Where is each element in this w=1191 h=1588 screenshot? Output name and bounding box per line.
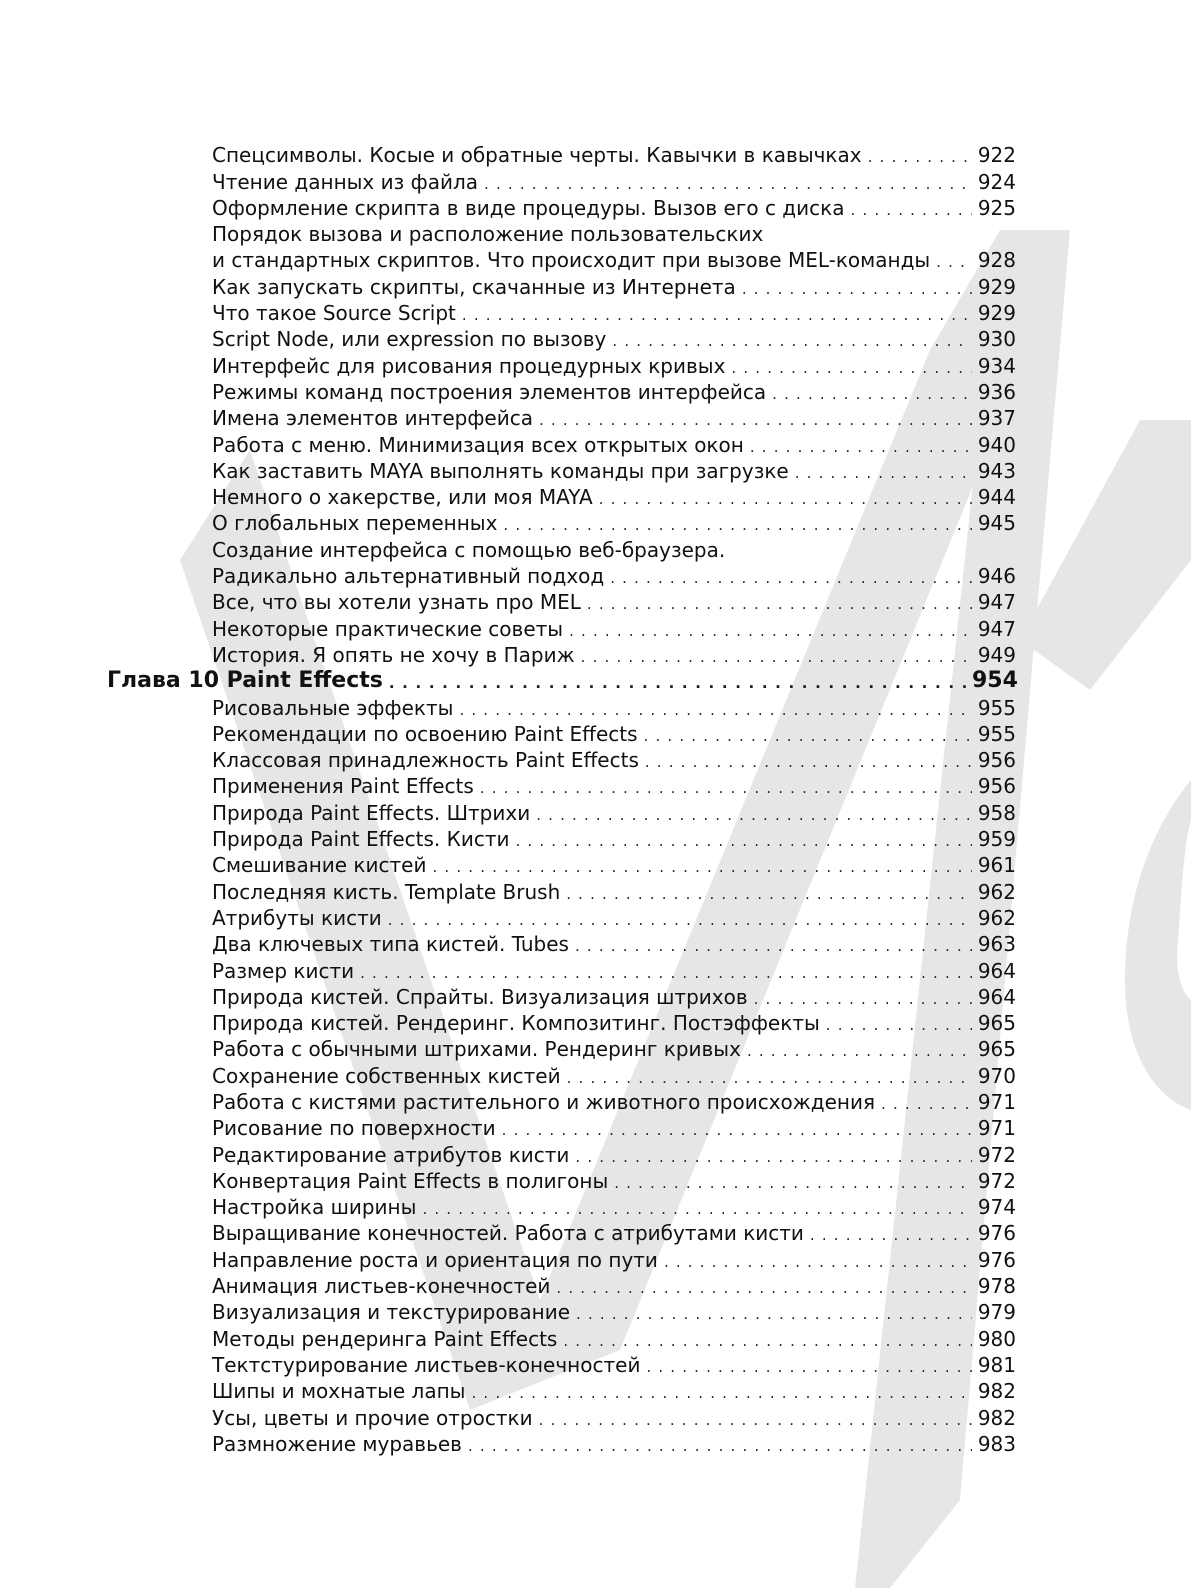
toc-entry-title: Работа с обычными штрихами. Рендеринг кривых: [212, 1037, 741, 1062]
toc-page-number: 971: [977, 1116, 1016, 1141]
toc-entry-title: Спецсимволы. Косые и обратные черты. Кавычки в кавычках: [212, 143, 862, 168]
toc-page-number: 956: [977, 774, 1016, 799]
toc-entry-title: Работа с меню. Минимизация всех открытых окон: [212, 432, 744, 457]
toc-entry: [0, 1089, 1016, 1115]
toc-dot-leader: [563, 1330, 972, 1352]
toc-dot-leader: [536, 804, 972, 826]
toc-dot-leader: [576, 1303, 972, 1325]
toc-entry: [0, 1036, 1016, 1062]
toc-entry-title: Применения Paint Effects: [212, 774, 474, 799]
toc-page-number: 976: [977, 1247, 1016, 1272]
toc-entry: [0, 905, 1016, 931]
toc-dot-leader: [462, 304, 972, 326]
table-of-contents: [0, 142, 1191, 1457]
toc-page-number: 956: [977, 748, 1016, 773]
toc-entry: [0, 273, 1016, 299]
toc-entry: [0, 1246, 1016, 1272]
toc-dot-leader: [747, 1040, 972, 1062]
toc-page-number: 924: [977, 169, 1016, 194]
toc-entry-title: Направление роста и ориентация по пути: [212, 1247, 658, 1272]
toc-entry-title: Немного о хакерстве, или моя MAYA: [212, 485, 593, 510]
toc-page-number: 959: [977, 827, 1016, 852]
toc-entry-title: История. Я опять не хочу в Париж: [212, 642, 575, 667]
toc-page-number: 925: [977, 195, 1016, 220]
toc-entry: [0, 300, 1016, 326]
toc-page-number: 947: [977, 616, 1016, 641]
toc-page-number: 929: [977, 274, 1016, 299]
toc-entry: [0, 1404, 1016, 1430]
toc-page-number: 946: [977, 564, 1016, 589]
toc-entry: [0, 1115, 1016, 1141]
toc-page-number: 944: [977, 485, 1016, 510]
toc-entry-title: Природа Paint Effects. Штрихи: [212, 800, 531, 825]
toc-dot-leader: [587, 593, 972, 615]
toc-entry-title: Script Node, или expression по вызову: [212, 327, 607, 352]
toc-dot-leader: [795, 462, 972, 484]
toc-dot-leader: [810, 1224, 972, 1246]
toc-dot-leader: [484, 173, 972, 195]
toc-entry-title: Что такое Source Script: [212, 301, 456, 326]
toc-entry: [0, 484, 1016, 510]
toc-page-number: 981: [977, 1352, 1016, 1377]
toc-entry: [0, 721, 1016, 747]
toc-dot-leader: [742, 278, 972, 300]
toc-dot-leader: [868, 146, 972, 168]
toc-page-number: 971: [977, 1089, 1016, 1114]
toc-dot-leader: [422, 1198, 972, 1220]
toc-entry-title: Рекомендации по освоению Paint Effects: [212, 721, 638, 746]
toc-dot-leader: [936, 251, 972, 273]
toc-entry-title: Глава 10 Paint Effects: [107, 668, 383, 694]
toc-dot-leader: [731, 357, 972, 379]
toc-entry: [0, 799, 1016, 825]
toc-entry: [0, 1062, 1016, 1088]
toc-entry-title: Радикально альтернативный подход: [212, 564, 605, 589]
toc-entry: [0, 1220, 1016, 1246]
toc-entry-title: Визуализация и текстурирование: [212, 1300, 571, 1325]
toc-page-number: 936: [977, 379, 1016, 404]
toc-entry: [0, 142, 1016, 168]
toc-entry-title: Все, что вы хотели узнать про MEL: [212, 590, 581, 615]
toc-entry-title: Выращивание конечностей. Работа с атрибутами кисти: [212, 1221, 804, 1246]
toc-dot-leader: [459, 699, 972, 721]
toc-page-number: 979: [977, 1300, 1016, 1325]
toc-dot-leader: [389, 672, 972, 694]
toc-entry-title: Методы рендеринга Paint Effects: [212, 1326, 558, 1351]
toc-dot-leader: [664, 1251, 972, 1273]
toc-entry-title: Интерфейс для рисования процедурных кривых: [212, 353, 726, 378]
toc-dot-leader: [360, 962, 972, 984]
toc-entry: [0, 247, 1016, 273]
toc-page-number: 930: [977, 327, 1016, 352]
toc-page-number: 922: [977, 143, 1016, 168]
toc-dot-leader: [388, 909, 972, 931]
toc-dot-leader: [575, 935, 972, 957]
toc-dot-leader: [612, 330, 972, 352]
toc-entry: [0, 984, 1016, 1010]
toc-dot-leader: [575, 1146, 972, 1168]
toc-entry: [0, 1325, 1016, 1351]
toc-dot-leader: [644, 725, 972, 747]
toc-entry-title: Некоторые практические советы: [212, 616, 564, 641]
toc-dot-leader: [432, 856, 972, 878]
toc-dot-leader: [516, 830, 973, 852]
toc-entry-title: Размер кисти: [212, 958, 355, 983]
toc-entry: [0, 405, 1016, 431]
toc-entry-title: Рисование по поверхности: [212, 1116, 496, 1141]
toc-page-number: 980: [977, 1326, 1016, 1351]
toc-page-number: 954: [972, 668, 1018, 694]
toc-entry-title: Как заставить MAYA выполнять команды при загрузке: [212, 458, 789, 483]
toc-entry-title: Редактирование атрибутов кисти: [212, 1142, 570, 1167]
toc-entry-title: Чтение данных из файла: [212, 169, 479, 194]
toc-dot-leader: [567, 1067, 972, 1089]
toc-dot-leader: [502, 1119, 972, 1141]
toc-entry-title: Оформление скрипта в виде процедуры. Вызов его с диска: [212, 195, 845, 220]
toc-entry-title: Тектстурирование листьев-конечностей: [212, 1352, 641, 1377]
toc-page-number: 970: [977, 1063, 1016, 1088]
toc-entry-title: Шипы и мохнатые лапы: [212, 1379, 466, 1404]
toc-entry: [0, 747, 1016, 773]
toc-entry: [0, 1168, 1016, 1194]
toc-dot-leader: [539, 409, 972, 431]
toc-page-number: 978: [977, 1274, 1016, 1299]
toc-page-number: 964: [977, 958, 1016, 983]
toc-entry-title: Режимы команд построения элементов интерфейса: [212, 379, 767, 404]
toc-entry-title: Настройка ширины: [212, 1195, 417, 1220]
toc-entry: [0, 195, 1016, 221]
toc-entry: [0, 352, 1016, 378]
toc-entry: [0, 1378, 1016, 1404]
toc-page-number: 972: [977, 1142, 1016, 1167]
toc-page-number: 945: [977, 511, 1016, 536]
toc-dot-leader: [480, 777, 972, 799]
toc-dot-leader: [468, 1435, 972, 1457]
toc-entry: [0, 931, 1016, 957]
toc-entry: [0, 642, 1016, 668]
toc-entry: [0, 168, 1016, 194]
toc-entry-title: Природа кистей. Спрайты. Визуализация штрихов: [212, 984, 748, 1009]
toc-entry: [0, 773, 1016, 799]
toc-dot-leader: [754, 988, 972, 1010]
toc-dot-leader: [566, 883, 972, 905]
toc-page-number: 949: [977, 642, 1016, 667]
toc-dot-leader: [881, 1093, 972, 1115]
toc-dot-leader: [503, 514, 972, 536]
toc-page-number: 943: [977, 458, 1016, 483]
toc-dot-leader: [614, 1172, 972, 1194]
toc-entry-title: Рисовальные эффекты: [212, 695, 454, 720]
toc-entry-title: Создание интерфейса с помощью веб-браузера.: [212, 537, 726, 562]
toc-dot-leader: [569, 620, 972, 642]
toc-entry-title: Работа с кистями растительного и животного происхождения: [212, 1089, 876, 1114]
toc-dot-leader: [826, 1014, 972, 1036]
toc-entry: [0, 852, 1016, 878]
toc-entry: [0, 1010, 1016, 1036]
toc-page-number: 965: [977, 1011, 1016, 1036]
toc-dot-leader: [850, 199, 972, 221]
toc-entry-title: Природа Paint Effects. Кисти: [212, 827, 510, 852]
toc-entry: [0, 326, 1016, 352]
toc-entry: [0, 563, 1016, 589]
toc-page-number: 937: [977, 406, 1016, 431]
toc-entry: [0, 458, 1016, 484]
toc-dot-leader: [599, 488, 972, 510]
toc-entry-title: Сохранение собственных кистей: [212, 1063, 561, 1088]
toc-page-number: 976: [977, 1221, 1016, 1246]
toc-page-number: 962: [977, 879, 1016, 904]
toc-entry-title: Природа кистей. Рендеринг. Композитинг. Постэффекты: [212, 1011, 820, 1036]
toc-page-number: 961: [977, 853, 1016, 878]
toc-entry-title: Последняя кисть. Template Brush: [212, 879, 561, 904]
toc-page-number: 928: [977, 248, 1016, 273]
toc-dot-leader: [750, 436, 972, 458]
toc-entry-title: Атрибуты кисти: [212, 905, 382, 930]
toc-page-number: 965: [977, 1037, 1016, 1062]
toc-page-number: 947: [977, 590, 1016, 615]
toc-entry: [0, 431, 1016, 457]
toc-page-number: 962: [977, 905, 1016, 930]
toc-entry-title: Классовая принадлежность Paint Effects: [212, 748, 639, 773]
toc-entry-title: Размножение муравьев: [212, 1431, 462, 1456]
toc-dot-leader: [581, 646, 972, 668]
toc-entry-title: Как запускать скрипты, скачанные из Интернета: [212, 274, 736, 299]
toc-entry: [0, 1352, 1016, 1378]
toc-dot-leader: [772, 383, 972, 405]
toc-entry-title: Порядок вызова и расположение пользовательских: [212, 222, 764, 247]
toc-entry: [0, 878, 1016, 904]
toc-entry: [0, 379, 1016, 405]
toc-page-number: 974: [977, 1195, 1016, 1220]
toc-entry: [0, 536, 1016, 562]
toc-entry: [0, 1141, 1016, 1167]
toc-page-number: 982: [977, 1405, 1016, 1430]
toc-page-number: 983: [977, 1431, 1016, 1456]
toc-page-number: 972: [977, 1168, 1016, 1193]
toc-entry: [0, 1299, 1016, 1325]
toc-dot-leader: [610, 567, 972, 589]
toc-page-number: 958: [977, 800, 1016, 825]
toc-dot-leader: [471, 1382, 972, 1404]
toc-entry-title: Усы, цветы и прочие отростки: [212, 1405, 533, 1430]
toc-entry-title: О глобальных переменных: [212, 511, 498, 536]
toc-page-number: 963: [977, 932, 1016, 957]
toc-page-number: 934: [977, 353, 1016, 378]
toc-entry: [0, 510, 1016, 536]
toc-page-number: 964: [977, 984, 1016, 1009]
toc-entry-title: и стандартных скриптов. Что происходит при вызове MEL-команды: [212, 248, 931, 273]
toc-entry: [0, 221, 1016, 247]
toc-page-number: 929: [977, 301, 1016, 326]
toc-entry-title: Анимация листьев-конечностей: [212, 1274, 551, 1299]
toc-dot-leader: [539, 1409, 972, 1431]
toc-page-number: 940: [977, 432, 1016, 457]
toc-entry: [0, 957, 1016, 983]
toc-dot-leader: [646, 1356, 972, 1378]
toc-dot-leader: [556, 1277, 972, 1299]
toc-entry: [0, 1194, 1016, 1220]
toc-page-number: 955: [977, 695, 1016, 720]
toc-entry-title: Имена элементов интерфейса: [212, 406, 533, 431]
toc-dot-leader: [645, 751, 972, 773]
toc-page-number: 982: [977, 1379, 1016, 1404]
toc-entry: [0, 826, 1016, 852]
toc-entry: [0, 589, 1016, 615]
toc-entry-title: Смешивание кистей: [212, 853, 427, 878]
toc-entry: [0, 694, 1016, 720]
toc-entry: [0, 1273, 1016, 1299]
toc-page-number: 955: [977, 721, 1016, 746]
toc-entry: [0, 1431, 1016, 1457]
toc-entry-title: Конвертация Paint Effects в полигоны: [212, 1168, 609, 1193]
toc-entry: [0, 615, 1016, 641]
toc-chapter-heading: [0, 668, 1016, 694]
toc-entry-title: Два ключевых типа кистей. Tubes: [212, 932, 569, 957]
